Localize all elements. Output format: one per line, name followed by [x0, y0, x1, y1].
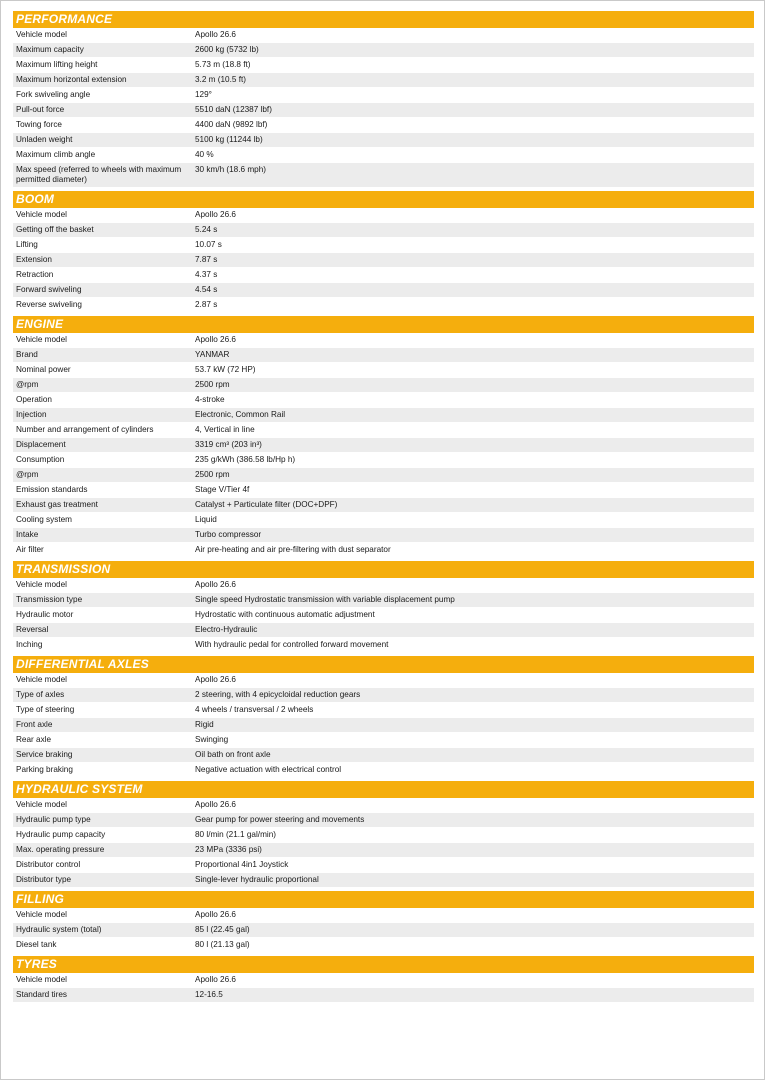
spec-row — [13, 348, 754, 363]
spec-value: Negative actuation with electrical control — [195, 765, 342, 774]
spec-value: Apollo 26.6 — [195, 335, 236, 344]
spec-value: 4, Vertical in line — [195, 425, 255, 434]
spec-value: 53.7 kW (72 HP) — [195, 365, 256, 374]
spec-label: Max. operating pressure — [16, 845, 105, 854]
spec-label: Vehicle model — [16, 580, 67, 589]
spec-row — [13, 813, 754, 828]
spec-row — [13, 238, 754, 253]
spec-row — [13, 923, 754, 938]
spec-row — [13, 118, 754, 133]
spec-value: 4 wheels / transversal / 2 wheels — [195, 705, 314, 714]
spec-row — [13, 468, 754, 483]
spec-value: Electro-Hydraulic — [195, 625, 258, 634]
spec-row — [13, 748, 754, 763]
spec-row — [13, 423, 754, 438]
spec-label: Inching — [16, 640, 43, 649]
spec-label: Type of steering — [16, 705, 75, 714]
spec-value: Oil bath on front axle — [195, 750, 271, 759]
spec-row — [13, 438, 754, 453]
spec-value: Apollo 26.6 — [195, 910, 236, 919]
spec-row — [13, 703, 754, 718]
spec-value: Swinging — [195, 735, 229, 744]
spec-label: Standard tires — [16, 990, 67, 999]
spec-value: 30 km/h (18.6 mph) — [195, 165, 266, 174]
spec-row — [13, 828, 754, 843]
spec-row — [13, 578, 754, 593]
spec-value: 2500 rpm — [195, 470, 230, 479]
section-header: TYRES — [13, 956, 754, 973]
spec-label: Maximum horizontal extension — [16, 75, 127, 84]
spec-value: Proportional 4in1 Joystick — [195, 860, 289, 869]
spec-row — [13, 333, 754, 348]
spec-row — [13, 283, 754, 298]
spec-row — [13, 43, 754, 58]
spec-value: 12-16.5 — [195, 990, 223, 999]
spec-row — [13, 163, 754, 188]
spec-row — [13, 298, 754, 313]
spec-label: Maximum lifting height — [16, 60, 98, 69]
spec-value: Gear pump for power steering and movements — [195, 815, 365, 824]
spec-label: Pull-out force — [16, 105, 65, 114]
spec-row — [13, 498, 754, 513]
spec-label: Operation — [16, 395, 52, 404]
spec-value: Single speed Hydrostatic transmission with variable displacement pump — [195, 595, 455, 604]
spec-label: Extension — [16, 255, 52, 264]
spec-row — [13, 223, 754, 238]
spec-value: 80 l/min (21.1 gal/min) — [195, 830, 276, 839]
spec-label: Vehicle model — [16, 910, 67, 919]
spec-label: Type of axles — [16, 690, 65, 699]
spec-value: 4.37 s — [195, 270, 218, 279]
spec-row — [13, 88, 754, 103]
spec-label: Lifting — [16, 240, 38, 249]
section-header: TRANSMISSION — [13, 561, 754, 578]
spec-label: Intake — [16, 530, 39, 539]
spec-row — [13, 623, 754, 638]
spec-value: 4400 daN (9892 lbf) — [195, 120, 268, 129]
spec-value: 80 l (21.13 gal) — [195, 940, 250, 949]
spec-value: 5100 kg (11244 lb) — [195, 135, 263, 144]
spec-label: Brand — [16, 350, 38, 359]
spec-value: Turbo compressor — [195, 530, 262, 539]
spec-label: Vehicle model — [16, 210, 67, 219]
spec-value: 235 g/kWh (386.58 lb/Hp h) — [195, 455, 296, 464]
spec-section-filling — [13, 891, 754, 953]
spec-label: Towing force — [16, 120, 62, 129]
spec-value: 2.87 s — [195, 300, 218, 309]
spec-label: Unladen weight — [16, 135, 73, 144]
spec-label: Diesel tank — [16, 940, 57, 949]
spec-row — [13, 843, 754, 858]
spec-label: Reverse swiveling — [16, 300, 82, 309]
spec-value: 2500 rpm — [195, 380, 230, 389]
spec-value: 5.24 s — [195, 225, 218, 234]
spec-value: YANMAR — [195, 350, 230, 359]
section-header: DIFFERENTIAL AXLES — [13, 656, 754, 673]
spec-row — [13, 608, 754, 623]
spec-row — [13, 638, 754, 653]
spec-row — [13, 363, 754, 378]
spec-row — [13, 938, 754, 953]
spec-row — [13, 973, 754, 988]
spec-label: Vehicle model — [16, 800, 67, 809]
spec-label: Number and arrangement of cylinders — [16, 425, 154, 434]
spec-row — [13, 28, 754, 43]
spec-row — [13, 73, 754, 88]
spec-value: 3.2 m (10.5 ft) — [195, 75, 246, 84]
spec-value: Air pre-heating and air pre-filtering with dust separator — [195, 545, 391, 554]
spec-value: Liquid — [195, 515, 217, 524]
spec-value: Apollo 26.6 — [195, 675, 236, 684]
spec-section-transmission — [13, 561, 754, 653]
spec-label: Vehicle model — [16, 335, 67, 344]
spec-row — [13, 858, 754, 873]
spec-row — [13, 543, 754, 558]
spec-value: Apollo 26.6 — [195, 30, 236, 39]
spec-section-engine — [13, 316, 754, 558]
spec-label: Distributor control — [16, 860, 81, 869]
section-header: PERFORMANCE — [13, 11, 754, 28]
spec-label: @rpm — [16, 470, 39, 479]
spec-row — [13, 718, 754, 733]
spec-row — [13, 673, 754, 688]
spec-label: Forward swiveling — [16, 285, 82, 294]
spec-label: @rpm — [16, 380, 39, 389]
spec-value: Electronic, Common Rail — [195, 410, 286, 419]
spec-row — [13, 453, 754, 468]
spec-value: 2600 kg (5732 lb) — [195, 45, 259, 54]
spec-row — [13, 513, 754, 528]
spec-value: Catalyst + Particulate filter (DOC+DPF) — [195, 500, 338, 509]
spec-label: Reversal — [16, 625, 49, 634]
spec-row — [13, 873, 754, 888]
spec-label: Rear axle — [16, 735, 52, 744]
spec-section-tyres — [13, 956, 754, 1003]
spec-section-hydraulic-system — [13, 781, 754, 888]
spec-sheet — [13, 11, 754, 1006]
spec-row — [13, 483, 754, 498]
spec-value: Apollo 26.6 — [195, 210, 236, 219]
spec-row — [13, 988, 754, 1003]
spec-value: Hydrostatic with continuous automatic adjustment — [195, 610, 375, 619]
spec-row — [13, 133, 754, 148]
spec-value: 5510 daN (12387 lbf) — [195, 105, 272, 114]
spec-row — [13, 268, 754, 283]
spec-value: With hydraulic pedal for controlled forward movement — [195, 640, 389, 649]
spec-section-boom — [13, 191, 754, 313]
spec-row — [13, 528, 754, 543]
spec-label: Fork swiveling angle — [16, 90, 91, 99]
spec-row — [13, 103, 754, 118]
spec-label: Injection — [16, 410, 47, 419]
section-header: BOOM — [13, 191, 754, 208]
spec-value: 129° — [195, 90, 212, 99]
spec-label: Vehicle model — [16, 30, 67, 39]
spec-label: Retraction — [16, 270, 54, 279]
spec-label: Consumption — [16, 455, 65, 464]
spec-value: Stage V/Tier 4f — [195, 485, 250, 494]
spec-row — [13, 763, 754, 778]
spec-row — [13, 408, 754, 423]
spec-section-performance — [13, 11, 754, 188]
spec-value: 5.73 m (18.8 ft) — [195, 60, 251, 69]
spec-row — [13, 593, 754, 608]
spec-row — [13, 393, 754, 408]
spec-label: Air filter — [16, 545, 44, 554]
spec-label: Vehicle model — [16, 675, 67, 684]
spec-label: Max speed (referred to wheels with maximum permitted diameter) — [16, 165, 182, 184]
spec-row — [13, 908, 754, 923]
spec-value: 23 MPa (3336 psi) — [195, 845, 262, 854]
spec-value: 3319 cm³ (203 in³) — [195, 440, 262, 449]
section-header: ENGINE — [13, 316, 754, 333]
spec-value: 10.07 s — [195, 240, 222, 249]
spec-label: Maximum climb angle — [16, 150, 96, 159]
spec-label: Cooling system — [16, 515, 72, 524]
spec-value: 85 l (22.45 gal) — [195, 925, 250, 934]
spec-value: 2 steering, with 4 epicycloidal reduction gears — [195, 690, 361, 699]
spec-value: Rigid — [195, 720, 214, 729]
spec-row — [13, 733, 754, 748]
spec-value: Apollo 26.6 — [195, 800, 236, 809]
spec-value: 40 % — [195, 150, 214, 159]
spec-label: Hydraulic system (total) — [16, 925, 102, 934]
spec-row — [13, 688, 754, 703]
spec-value: 4.54 s — [195, 285, 218, 294]
spec-row — [13, 798, 754, 813]
spec-label: Parking braking — [16, 765, 73, 774]
spec-label: Hydraulic motor — [16, 610, 74, 619]
spec-value: 4-stroke — [195, 395, 225, 404]
spec-label: Hydraulic pump type — [16, 815, 91, 824]
spec-label: Hydraulic pump capacity — [16, 830, 106, 839]
spec-row — [13, 148, 754, 163]
spec-value: Single-lever hydraulic proportional — [195, 875, 319, 884]
spec-label: Getting off the basket — [16, 225, 94, 234]
spec-label: Vehicle model — [16, 975, 67, 984]
spec-value: Apollo 26.6 — [195, 580, 236, 589]
spec-label: Emission standards — [16, 485, 88, 494]
spec-value: 7.87 s — [195, 255, 218, 264]
spec-row — [13, 58, 754, 73]
section-header: HYDRAULIC SYSTEM — [13, 781, 754, 798]
spec-value: Apollo 26.6 — [195, 975, 236, 984]
spec-section-differential-axles — [13, 656, 754, 778]
spec-label: Distributor type — [16, 875, 72, 884]
spec-row — [13, 208, 754, 223]
spec-label: Service braking — [16, 750, 73, 759]
spec-label: Displacement — [16, 440, 66, 449]
section-header: FILLING — [13, 891, 754, 908]
spec-label: Transmission type — [16, 595, 83, 604]
spec-label: Maximum capacity — [16, 45, 84, 54]
spec-label: Exhaust gas treatment — [16, 500, 98, 509]
spec-label: Front axle — [16, 720, 53, 729]
spec-row — [13, 253, 754, 268]
spec-label: Nominal power — [16, 365, 71, 374]
spec-row — [13, 378, 754, 393]
